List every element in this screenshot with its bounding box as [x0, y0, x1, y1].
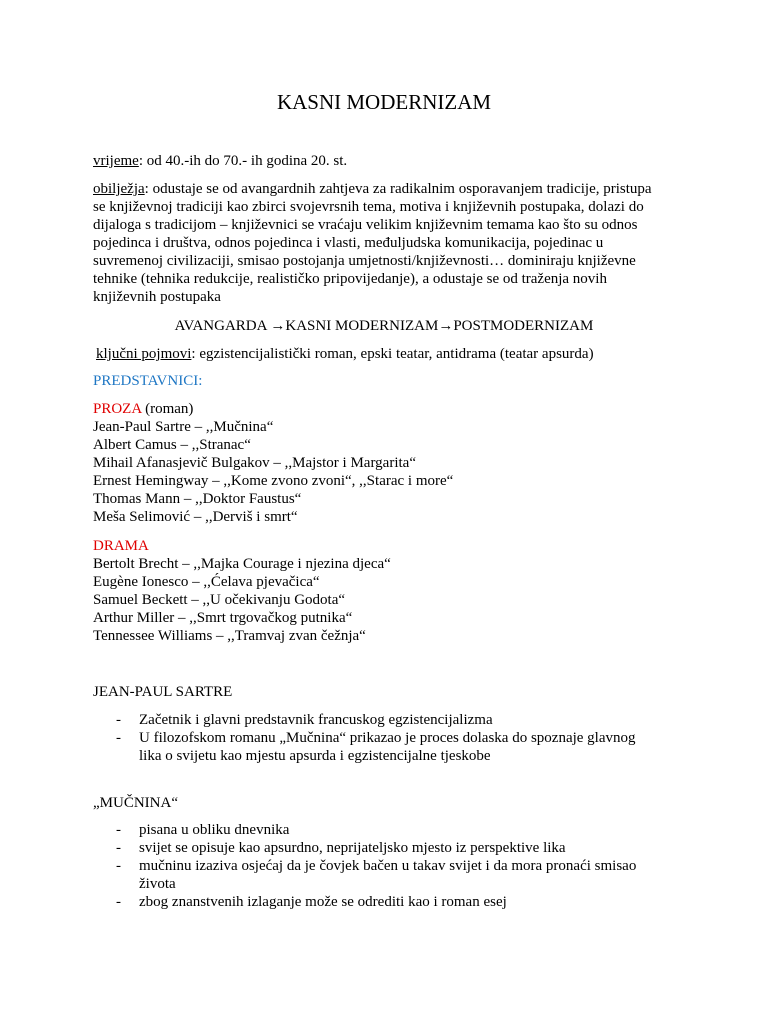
features-label: obilježja	[93, 181, 145, 197]
list-item: - U filozofskom romanu „Mučnina“ prikazao je proces dolaska do spoznaje glavnog lika o svijetu kao mjestu apsurda i egzistencijalne tjeskobe	[116, 730, 636, 764]
drama-section	[93, 537, 683, 645]
arrow-right-icon: →	[270, 318, 286, 334]
page-title: KASNI MODERNIZAM	[276, 90, 492, 114]
features-line: : odustaje se od avangardnih zahtjeva za radikalnim osporavanjem tradicije, pristupa	[144, 181, 652, 197]
arrow-right-icon: →	[438, 318, 454, 334]
sartre-list	[93, 711, 683, 765]
sequence-kasni-modernizam: KASNI MODERNIZAM	[285, 318, 439, 334]
list-item: - Začetnik i glavni predstavnik francuskog egzistencijalizma	[116, 712, 493, 728]
representatives-heading: PREDSTAVNICI:	[93, 373, 203, 389]
dash-bullet: -	[116, 712, 121, 728]
drama-item: Arthur Miller – ,,Smrt trgovačkog putnika“	[93, 610, 353, 626]
drama-item: Bertolt Brecht – ,,Majka Courage i njezina djeca“	[93, 556, 391, 572]
time-paragraph	[93, 152, 683, 170]
features-line: književnih postupaka	[93, 289, 221, 305]
features-line: se književnoj tradiciji kao zbirci svojevrsnih tema, motiva i književnih postupaka, dolazi do	[93, 199, 644, 215]
features-paragraph	[93, 180, 683, 306]
drama-heading: DRAMA	[93, 538, 149, 554]
dash-bullet: -	[116, 840, 121, 856]
drama-item: Eugène Ionesco – ,,Ćelava pjevačica“	[93, 574, 320, 590]
features-line: pojedinca i društva, odnos pojedinca i vlasti, međuljudska komunikacija, pojedinac u	[93, 235, 604, 251]
sequence-postmodernizam: POSTMODERNIZAM	[453, 318, 594, 334]
prose-suffix: (roman)	[141, 401, 194, 417]
features-line: suvremenoj civilizaciji, smisao postojanja umjetnosti/književnosti… dominiraju književne	[93, 253, 636, 269]
prose-item: Jean-Paul Sartre – ,,Mučnina“	[93, 419, 274, 435]
drama-item: Tennessee Williams – ,,Tramvaj zvan čežnja“	[93, 628, 366, 644]
prose-item: Thomas Mann – ,,Doktor Faustus“	[93, 491, 302, 507]
key-terms-text: : egzistencijalistički roman, epski teatar, antidrama (teatar apsurda)	[191, 346, 594, 362]
list-item: - mučninu izaziva osjećaj da je čovjek bačen u takav svijet i da mora pronaći smisao života	[116, 858, 637, 892]
drama-item: Samuel Beckett – ,,U očekivanju Godota“	[93, 592, 346, 608]
features-line: tehnike (tehnika redukcije, realističko pripovijedanje), a odustaje se od traženja novih	[93, 271, 607, 287]
mucnina-heading: „MUČNINA“	[93, 795, 178, 811]
key-terms-label: ključni pojmovi	[96, 346, 192, 362]
prose-heading: PROZA	[93, 401, 142, 417]
time-text: : od 40.-ih do 70.- ih godina 20. st.	[138, 153, 348, 169]
list-item: - zbog znanstvenih izlaganje može se odrediti kao i roman esej	[116, 894, 507, 910]
prose-item: Mihail Afanasjevič Bulgakov – ,,Majstor i Margarita“	[93, 455, 416, 471]
period-sequence	[0, 317, 768, 335]
sartre-heading: JEAN-PAUL SARTRE	[93, 684, 233, 700]
list-item: - pisana u obliku dnevnika	[116, 822, 290, 838]
key-terms-paragraph	[96, 345, 686, 363]
time-label: vrijeme	[93, 153, 139, 169]
mucnina-list	[93, 821, 683, 911]
prose-section	[93, 400, 683, 526]
prose-item: Meša Selimović – ,,Derviš i smrt“	[93, 509, 298, 525]
features-line: dijaloga s tradicijom – književnici se vraćaju velikim književnim temama kao što su odnos	[93, 217, 638, 233]
prose-item: Albert Camus – ,,Stranac“	[93, 437, 251, 453]
sequence-avangarda: AVANGARDA	[174, 318, 271, 334]
dash-bullet: -	[116, 894, 121, 910]
list-item: - svijet se opisuje kao apsurdno, neprijateljsko mjesto iz perspektive lika	[116, 840, 566, 856]
prose-item: Ernest Hemingway – ,,Kome zvono zvoni“, ,,Starac i more“	[93, 473, 454, 489]
dash-bullet: -	[116, 822, 121, 838]
dash-bullet: -	[116, 730, 121, 746]
dash-bullet: -	[116, 858, 121, 874]
